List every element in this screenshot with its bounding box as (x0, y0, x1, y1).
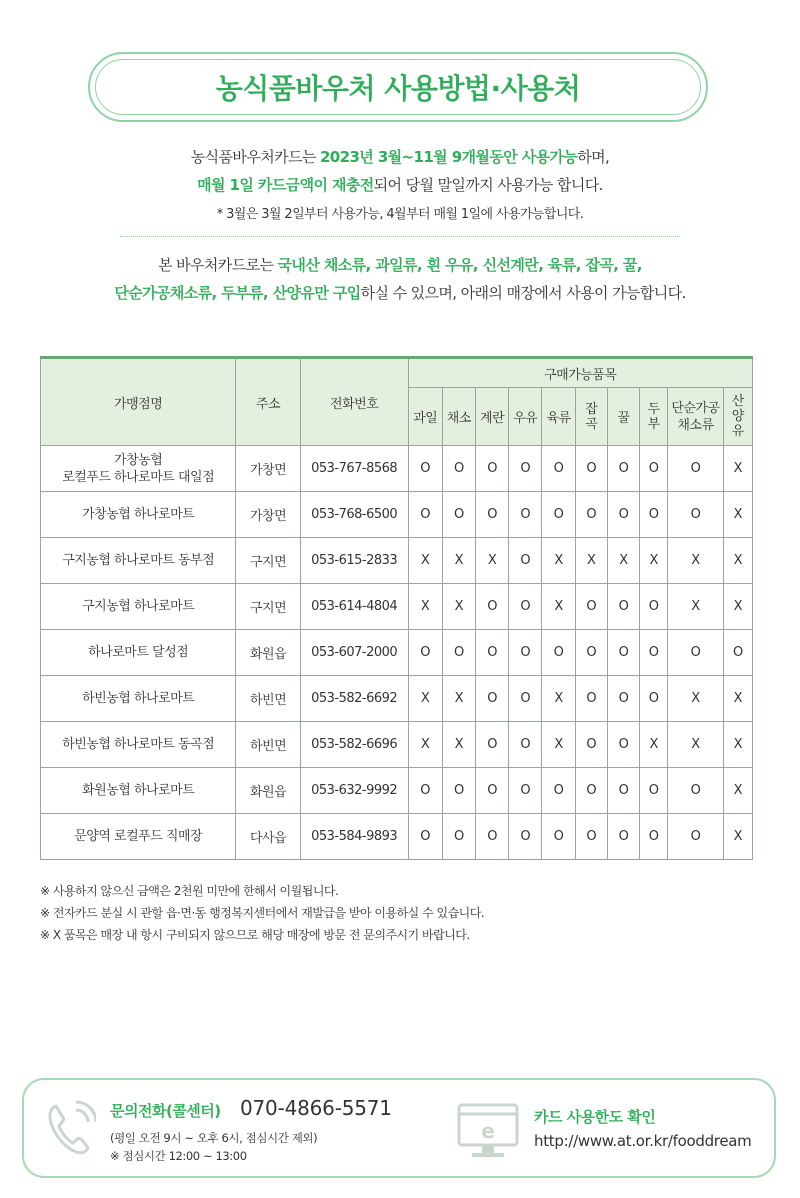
store-phone: 053-614-4804 (300, 584, 408, 630)
availability-mark: O (668, 814, 723, 860)
availability-mark: O (542, 446, 575, 492)
availability-mark: X (542, 538, 575, 584)
card-limit-label: 카드 사용한도 확인 (534, 1108, 656, 1126)
availability-mark: X (542, 722, 575, 768)
availability-mark: O (575, 492, 607, 538)
availability-mark: O (640, 768, 668, 814)
table-row (41, 538, 753, 584)
title-inner-frame (95, 59, 701, 115)
availability-mark: O (607, 768, 639, 814)
store-table (40, 356, 753, 860)
intro-line-4 (0, 254, 800, 275)
availability-mark: X (723, 722, 752, 768)
availability-mark: O (442, 492, 475, 538)
availability-mark: X (640, 722, 668, 768)
availability-mark: X (668, 584, 723, 630)
store-phone: 053-768-6500 (300, 492, 408, 538)
availability-mark: O (542, 492, 575, 538)
availability-mark: O (442, 630, 475, 676)
availability-mark: O (575, 446, 607, 492)
availability-mark: O (607, 630, 639, 676)
table-body (41, 446, 753, 860)
intro-line-3: * 3월은 3월 2일부터 사용가능, 4월부터 매월 1일에 사용가능합니다. (216, 207, 584, 222)
availability-mark: O (442, 814, 475, 860)
availability-mark: O (640, 446, 668, 492)
availability-mark: O (668, 768, 723, 814)
availability-mark: X (668, 676, 723, 722)
header-item: 두 부 (640, 388, 668, 446)
header-item: 과일 (408, 388, 442, 446)
header-item: 잡 곡 (575, 388, 607, 446)
availability-mark: X (723, 492, 752, 538)
availability-mark: X (723, 584, 752, 630)
store-name: 하빈농협 하나로마트 (41, 676, 236, 722)
store-phone: 053-607-2000 (300, 630, 408, 676)
store-phone: 053-767-8568 (300, 446, 408, 492)
table-row (41, 492, 753, 538)
store-address: 화원읍 (236, 768, 300, 814)
header-item: 꿀 (607, 388, 639, 446)
store-name: 하나로마트 달성점 (41, 630, 236, 676)
page-title: 농식품바우처 사용방법·사용처 (215, 72, 581, 105)
availability-mark: O (408, 814, 442, 860)
availability-mark: X (442, 676, 475, 722)
availability-mark: O (509, 492, 542, 538)
intro-line-5 (0, 282, 800, 303)
availability-mark: O (575, 722, 607, 768)
availability-mark: O (442, 446, 475, 492)
store-name: 구지농협 하나로마트 (41, 584, 236, 630)
availability-mark: X (475, 538, 508, 584)
availability-mark: X (723, 676, 752, 722)
store-phone: 053-582-6696 (300, 722, 408, 768)
store-address: 화원읍 (236, 630, 300, 676)
availability-mark: O (509, 446, 542, 492)
availability-mark: X (668, 538, 723, 584)
availability-mark: O (475, 630, 508, 676)
availability-mark: O (668, 630, 723, 676)
store-name: 가창농협 로컬푸드 하나로마트 대일점 (41, 446, 236, 492)
store-phone: 053-615-2833 (300, 538, 408, 584)
availability-mark: O (607, 584, 639, 630)
availability-mark: O (575, 630, 607, 676)
contact-footer (22, 1078, 776, 1178)
availability-mark: O (475, 676, 508, 722)
availability-mark: O (575, 814, 607, 860)
store-name: 가창농협 하나로마트 (41, 492, 236, 538)
availability-mark: O (475, 584, 508, 630)
table-row (41, 722, 753, 768)
store-address: 하빈면 (236, 676, 300, 722)
availability-mark: X (408, 722, 442, 768)
availability-mark: O (408, 768, 442, 814)
note-1: ※ 사용하지 않으신 금액은 2천원 미만에 한해서 이월됩니다. (40, 884, 339, 898)
store-name: 하빈농협 하나로마트 동곡점 (41, 722, 236, 768)
availability-mark: X (542, 676, 575, 722)
table-row (41, 768, 753, 814)
availability-mark: O (408, 492, 442, 538)
body-text: 되어 당월 말일까지 사용가능 합니다. (373, 176, 603, 194)
header-item: 육류 (542, 388, 575, 446)
store-phone: 053-582-6692 (300, 676, 408, 722)
availability-mark: X (575, 538, 607, 584)
body-text: 하실 수 있으며, 아래의 매장에서 사용이 가능합니다. (360, 284, 686, 302)
availability-mark: X (723, 538, 752, 584)
availability-mark: X (408, 584, 442, 630)
availability-mark: O (542, 814, 575, 860)
availability-mark: X (723, 768, 752, 814)
call-center-label: 문의전화(콜센터) (110, 1102, 221, 1120)
availability-mark: X (668, 722, 723, 768)
availability-mark: O (509, 538, 542, 584)
availability-mark: O (668, 492, 723, 538)
notes (40, 880, 484, 946)
table-row (41, 814, 753, 860)
availability-mark: X (442, 538, 475, 584)
header-address: 주소 (236, 358, 300, 446)
store-address: 구지면 (236, 584, 300, 630)
availability-mark: O (475, 814, 508, 860)
availability-mark: O (575, 676, 607, 722)
availability-mark: X (442, 584, 475, 630)
availability-mark: O (509, 814, 542, 860)
call-center-hours: (평일 오전 9시 ~ 오후 6시, 점심시간 제외) (110, 1131, 318, 1145)
availability-mark: O (640, 584, 668, 630)
header-item: 우유 (509, 388, 542, 446)
table-row (41, 630, 753, 676)
availability-mark: O (408, 630, 442, 676)
header-item: 산 양 유 (723, 388, 752, 446)
availability-mark: X (442, 722, 475, 768)
store-phone: 053-632-9992 (300, 768, 408, 814)
availability-mark: O (475, 722, 508, 768)
availability-mark: O (509, 676, 542, 722)
dotted-divider (120, 236, 680, 237)
store-address: 하빈면 (236, 722, 300, 768)
store-address: 가창면 (236, 492, 300, 538)
highlight-text: 단순가공채소류, 두부류, 산양유만 구입 (114, 284, 361, 302)
availability-mark: O (640, 676, 668, 722)
lunch-time-note: ※ 점심시간 12:00 ~ 13:00 (110, 1149, 247, 1163)
availability-mark: X (723, 814, 752, 860)
availability-mark: O (575, 768, 607, 814)
intro-line-2 (0, 174, 800, 195)
availability-mark: O (442, 768, 475, 814)
availability-mark: O (640, 814, 668, 860)
availability-mark: O (607, 814, 639, 860)
availability-mark: O (475, 768, 508, 814)
store-address: 다사읍 (236, 814, 300, 860)
availability-mark: O (640, 492, 668, 538)
availability-mark: O (668, 446, 723, 492)
table-row (41, 584, 753, 630)
availability-mark: O (542, 768, 575, 814)
header-phone: 전화번호 (300, 358, 408, 446)
availability-mark: X (408, 676, 442, 722)
store-name: 문양역 로컬푸드 직매장 (41, 814, 236, 860)
header-item: 채소 (442, 388, 475, 446)
body-text: 농식품바우처카드는 (190, 148, 320, 166)
intro-line-1 (0, 146, 800, 167)
availability-mark: X (723, 446, 752, 492)
availability-mark: O (640, 630, 668, 676)
header-items-group: 구매가능품목 (408, 358, 752, 388)
store-phone: 053-584-9893 (300, 814, 408, 860)
availability-mark: X (542, 584, 575, 630)
store-address: 구지면 (236, 538, 300, 584)
phone-icon (46, 1100, 96, 1156)
availability-mark: O (607, 676, 639, 722)
store-address: 가창면 (236, 446, 300, 492)
availability-mark: O (607, 722, 639, 768)
availability-mark: O (575, 584, 607, 630)
availability-mark: O (475, 446, 508, 492)
availability-mark: X (408, 538, 442, 584)
highlight-text: 국내산 채소류, 과일류, 흰 우유, 신선계란, 육류, 잡곡, 꿀, (277, 256, 642, 274)
availability-mark: O (509, 584, 542, 630)
fooddream-link[interactable]: http://www.at.or.kr/fooddream (534, 1132, 752, 1150)
availability-mark: O (607, 492, 639, 538)
store-name: 구지농협 하나로마트 동부점 (41, 538, 236, 584)
availability-mark: O (723, 630, 752, 676)
header-item: 계란 (475, 388, 508, 446)
header-store: 가맹점명 (41, 358, 236, 446)
availability-mark: O (509, 722, 542, 768)
svg-text:e: e (481, 1119, 495, 1143)
availability-mark: O (509, 630, 542, 676)
availability-mark: O (509, 768, 542, 814)
body-text: 본 바우처카드로는 (158, 256, 278, 274)
highlight-text: 매월 1일 카드금액이 재충전 (197, 176, 374, 194)
highlight-text: 2023년 3월~11월 9개월동안 사용가능 (319, 148, 578, 166)
availability-mark: X (607, 538, 639, 584)
title-frame (88, 52, 708, 122)
call-center-number[interactable]: 070-4866-5571 (240, 1096, 392, 1120)
web-monitor-icon (456, 1102, 520, 1160)
availability-mark: O (475, 492, 508, 538)
availability-mark: O (408, 446, 442, 492)
note-2: ※ 전자카드 분실 시 관할 읍·면·동 행정복지센터에서 재발급을 받아 이용하실 수 있습니다. (40, 906, 485, 920)
availability-mark: X (640, 538, 668, 584)
header-item: 단순가공 채소류 (668, 388, 723, 446)
note-3: ※ X 품목은 매장 내 항시 구비되지 않으므로 해당 매장에 방문 전 문의주시기 바랍니다. (40, 928, 470, 942)
table-row (41, 446, 753, 492)
body-text: 하며, (577, 148, 610, 166)
availability-mark: O (607, 446, 639, 492)
availability-mark: O (542, 630, 575, 676)
table-row (41, 676, 753, 722)
store-name: 화원농협 하나로마트 (41, 768, 236, 814)
